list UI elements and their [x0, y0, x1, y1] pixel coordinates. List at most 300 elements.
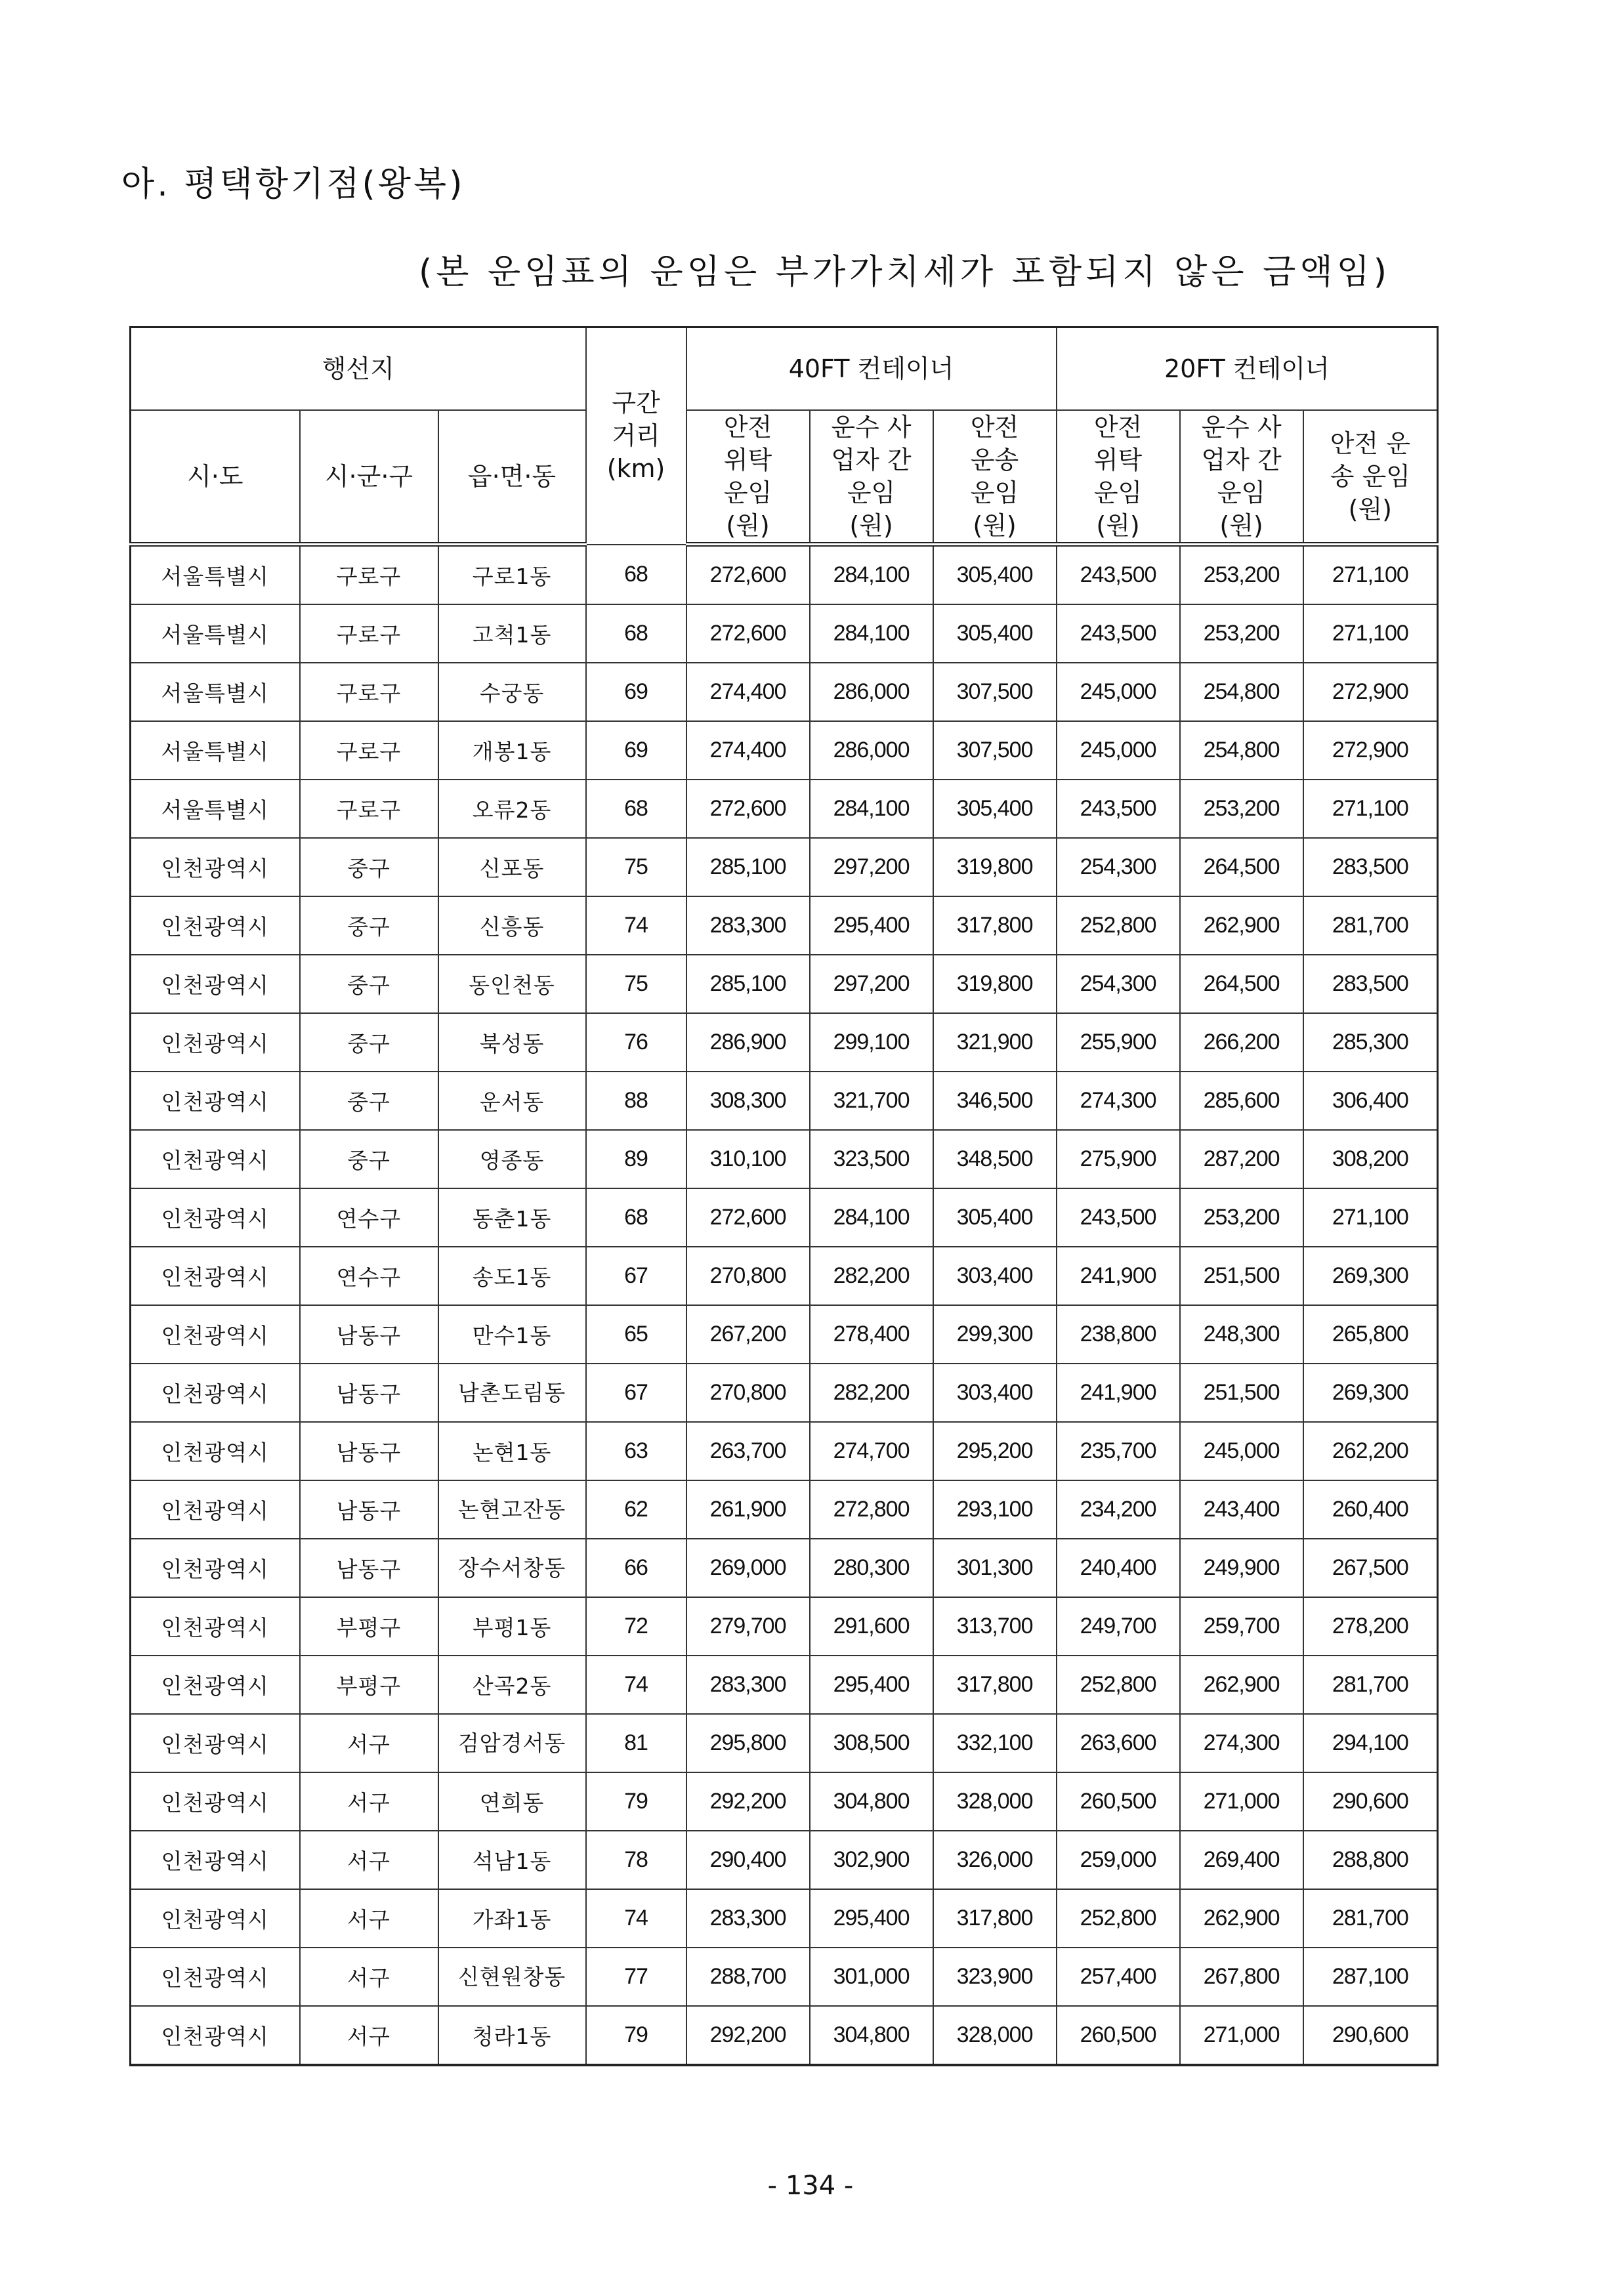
cell-distance-km: 67: [586, 1364, 686, 1422]
cell-20ft-safety-consign: 249,700: [1057, 1597, 1180, 1656]
cell-province: 인천광역시: [131, 1889, 300, 1948]
cell-40ft-carrier-between: 284,100: [810, 780, 933, 838]
cell-40ft-safety-consign: 292,200: [686, 1772, 810, 1831]
cell-40ft-safety-consign: 279,700: [686, 1597, 810, 1656]
cell-province: 인천광역시: [131, 955, 300, 1013]
cell-20ft-safety-consign: 240,400: [1057, 1539, 1180, 1597]
cell-20ft-safety-consign: 254,300: [1057, 955, 1180, 1013]
cell-province: 인천광역시: [131, 1305, 300, 1364]
table-row: [131, 1948, 1438, 2006]
cell-distance-km: 76: [586, 1013, 686, 1072]
cell-40ft-carrier-between: 304,800: [810, 2006, 933, 2065]
cell-province: 인천광역시: [131, 2006, 300, 2065]
cell-40ft-carrier-between: 284,100: [810, 604, 933, 663]
header-destination-group: 행선지: [131, 327, 586, 411]
table-row: [131, 604, 1438, 663]
cell-20ft-carrier-between: 271,000: [1180, 1772, 1303, 1831]
cell-city-district: 서구: [300, 2006, 438, 2065]
cell-20ft-carrier-between: 243,400: [1180, 1480, 1303, 1539]
cell-20ft-carrier-between: 251,500: [1180, 1364, 1303, 1422]
cell-distance-km: 75: [586, 838, 686, 896]
cell-town: 신포동: [438, 838, 586, 896]
cell-town: 영종동: [438, 1130, 586, 1188]
cell-20ft-carrier-between: 267,800: [1180, 1948, 1303, 2006]
cell-40ft-safety-transport: 305,400: [933, 780, 1057, 838]
cell-40ft-safety-consign: 272,600: [686, 545, 810, 605]
cell-city-district: 연수구: [300, 1188, 438, 1247]
cell-20ft-carrier-between: 262,900: [1180, 1656, 1303, 1714]
cell-town: 석남1동: [438, 1831, 586, 1889]
cell-province: 인천광역시: [131, 1422, 300, 1480]
cell-20ft-safety-consign: 241,900: [1057, 1247, 1180, 1305]
table-row: [131, 1831, 1438, 1889]
cell-20ft-safety-consign: 238,800: [1057, 1305, 1180, 1364]
cell-40ft-carrier-between: 282,200: [810, 1247, 933, 1305]
cell-40ft-carrier-between: 295,400: [810, 896, 933, 955]
cell-40ft-safety-transport: 348,500: [933, 1130, 1057, 1188]
cell-20ft-carrier-between: 264,500: [1180, 955, 1303, 1013]
cell-40ft-carrier-between: 282,200: [810, 1364, 933, 1422]
table-row: [131, 955, 1438, 1013]
cell-20ft-safety-transport: 281,700: [1303, 1656, 1438, 1714]
cell-20ft-safety-transport: 306,400: [1303, 1072, 1438, 1130]
cell-40ft-safety-consign: 269,000: [686, 1539, 810, 1597]
cell-40ft-safety-transport: 326,000: [933, 1831, 1057, 1889]
cell-40ft-safety-transport: 305,400: [933, 1188, 1057, 1247]
cell-province: 인천광역시: [131, 1597, 300, 1656]
cell-40ft-safety-transport: 328,000: [933, 1772, 1057, 1831]
cell-distance-km: 69: [586, 721, 686, 780]
cell-city-district: 서구: [300, 1714, 438, 1772]
cell-province: 인천광역시: [131, 1948, 300, 2006]
cell-province: 서울특별시: [131, 663, 300, 721]
cell-20ft-carrier-between: 266,200: [1180, 1013, 1303, 1072]
cell-40ft-safety-transport: 328,000: [933, 2006, 1057, 2065]
cell-town: 가좌1동: [438, 1889, 586, 1948]
cell-20ft-carrier-between: 253,200: [1180, 780, 1303, 838]
cell-40ft-carrier-between: 302,900: [810, 1831, 933, 1889]
cell-20ft-safety-transport: 271,100: [1303, 1188, 1438, 1247]
cell-40ft-safety-transport: 317,800: [933, 1656, 1057, 1714]
cell-20ft-safety-transport: 271,100: [1303, 545, 1438, 605]
cell-40ft-safety-transport: 305,400: [933, 545, 1057, 605]
cell-40ft-carrier-between: 295,400: [810, 1656, 933, 1714]
cell-city-district: 남동구: [300, 1480, 438, 1539]
cell-40ft-safety-consign: 270,800: [686, 1364, 810, 1422]
cell-40ft-safety-transport: 319,800: [933, 838, 1057, 896]
cell-city-district: 서구: [300, 1889, 438, 1948]
cell-city-district: 연수구: [300, 1247, 438, 1305]
cell-20ft-carrier-between: 264,500: [1180, 838, 1303, 896]
cell-20ft-carrier-between: 254,800: [1180, 721, 1303, 780]
cell-province: 인천광역시: [131, 1772, 300, 1831]
cell-40ft-safety-transport: 303,400: [933, 1364, 1057, 1422]
cell-distance-km: 77: [586, 1948, 686, 2006]
cell-town: 송도1동: [438, 1247, 586, 1305]
cell-20ft-safety-transport: 269,300: [1303, 1364, 1438, 1422]
cell-40ft-carrier-between: 304,800: [810, 1772, 933, 1831]
cell-distance-km: 68: [586, 780, 686, 838]
cell-distance-km: 74: [586, 896, 686, 955]
cell-town: 동춘1동: [438, 1188, 586, 1247]
cell-city-district: 구로구: [300, 721, 438, 780]
table-row: [131, 1247, 1438, 1305]
cell-town: 신흥동: [438, 896, 586, 955]
cell-40ft-carrier-between: 284,100: [810, 1188, 933, 1247]
cell-40ft-safety-transport: 299,300: [933, 1305, 1057, 1364]
cell-city-district: 서구: [300, 1948, 438, 2006]
cell-20ft-safety-transport: 287,100: [1303, 1948, 1438, 2006]
cell-city-district: 중구: [300, 1013, 438, 1072]
cell-40ft-safety-consign: 283,300: [686, 1889, 810, 1948]
cell-city-district: 남동구: [300, 1539, 438, 1597]
cell-city-district: 중구: [300, 838, 438, 896]
cell-40ft-safety-consign: 263,700: [686, 1422, 810, 1480]
cell-20ft-safety-transport: 272,900: [1303, 721, 1438, 780]
page-number: - 134 -: [767, 2171, 854, 2201]
table-body: [131, 545, 1438, 2066]
cell-20ft-safety-transport: 285,300: [1303, 1013, 1438, 1072]
cell-distance-km: 68: [586, 1188, 686, 1247]
cell-20ft-carrier-between: 245,000: [1180, 1422, 1303, 1480]
cell-town: 북성동: [438, 1013, 586, 1072]
cell-20ft-safety-consign: 245,000: [1057, 721, 1180, 780]
table-row: [131, 2006, 1438, 2065]
cell-20ft-safety-consign: 255,900: [1057, 1013, 1180, 1072]
cell-40ft-safety-consign: 283,300: [686, 1656, 810, 1714]
cell-20ft-carrier-between: 262,900: [1180, 896, 1303, 955]
cell-20ft-safety-transport: 283,500: [1303, 838, 1438, 896]
cell-city-district: 서구: [300, 1772, 438, 1831]
cell-40ft-carrier-between: 272,800: [810, 1480, 933, 1539]
header-distance: 구간 거리 (km): [586, 327, 686, 545]
table-row: [131, 1364, 1438, 1422]
cell-40ft-carrier-between: 274,700: [810, 1422, 933, 1480]
cell-20ft-safety-transport: 272,900: [1303, 663, 1438, 721]
header-city-district: 시·군·구: [300, 410, 438, 545]
cell-20ft-safety-consign: 260,500: [1057, 2006, 1180, 2065]
cell-20ft-safety-transport: 308,200: [1303, 1130, 1438, 1188]
cell-province: 인천광역시: [131, 1480, 300, 1539]
cell-40ft-safety-transport: 301,300: [933, 1539, 1057, 1597]
cell-40ft-safety-transport: 317,800: [933, 896, 1057, 955]
table-row: [131, 1305, 1438, 1364]
cell-city-district: 남동구: [300, 1422, 438, 1480]
header-20ft-carrier-between: 운수 사업자 간 운임 (원): [1180, 410, 1303, 545]
cell-20ft-safety-consign: 234,200: [1057, 1480, 1180, 1539]
cell-town: 신현원창동: [438, 1948, 586, 2006]
cell-20ft-carrier-between: 251,500: [1180, 1247, 1303, 1305]
cell-town: 만수1동: [438, 1305, 586, 1364]
table-header: [131, 327, 1438, 545]
cell-city-district: 구로구: [300, 663, 438, 721]
cell-distance-km: 65: [586, 1305, 686, 1364]
cell-40ft-safety-consign: 288,700: [686, 1948, 810, 2006]
cell-40ft-safety-transport: 305,400: [933, 604, 1057, 663]
cell-distance-km: 72: [586, 1597, 686, 1656]
table-row: [131, 896, 1438, 955]
table-row: [131, 1656, 1438, 1714]
cell-20ft-carrier-between: 253,200: [1180, 545, 1303, 605]
cell-town: 부평1동: [438, 1597, 586, 1656]
cell-40ft-safety-consign: 292,200: [686, 2006, 810, 2065]
cell-province: 인천광역시: [131, 1130, 300, 1188]
cell-20ft-safety-consign: 252,800: [1057, 1889, 1180, 1948]
cell-20ft-carrier-between: 259,700: [1180, 1597, 1303, 1656]
cell-40ft-safety-transport: 307,500: [933, 721, 1057, 780]
table-row: [131, 780, 1438, 838]
cell-province: 서울특별시: [131, 780, 300, 838]
cell-province: 인천광역시: [131, 1188, 300, 1247]
cell-town: 오류2동: [438, 780, 586, 838]
table-row: [131, 1714, 1438, 1772]
table-row: [131, 838, 1438, 896]
cell-distance-km: 81: [586, 1714, 686, 1772]
header-20ft-container: 20FT 컨테이너: [1057, 327, 1438, 411]
header-40ft-safety-consign: 안전 위탁 운임 (원): [686, 410, 810, 545]
cell-town: 남촌도림동: [438, 1364, 586, 1422]
cell-40ft-safety-consign: 286,900: [686, 1013, 810, 1072]
cell-20ft-safety-consign: 241,900: [1057, 1364, 1180, 1422]
cell-20ft-safety-transport: 283,500: [1303, 955, 1438, 1013]
cell-province: 인천광역시: [131, 1831, 300, 1889]
cell-province: 서울특별시: [131, 604, 300, 663]
table-row: [131, 1188, 1438, 1247]
cell-province: 인천광역시: [131, 1247, 300, 1305]
cell-40ft-carrier-between: 278,400: [810, 1305, 933, 1364]
cell-40ft-safety-consign: 272,600: [686, 1188, 810, 1247]
cell-province: 인천광역시: [131, 1539, 300, 1597]
cell-40ft-carrier-between: 297,200: [810, 838, 933, 896]
cell-20ft-safety-consign: 259,000: [1057, 1831, 1180, 1889]
cell-distance-km: 74: [586, 1889, 686, 1948]
cell-40ft-safety-transport: 319,800: [933, 955, 1057, 1013]
cell-20ft-safety-consign: 235,700: [1057, 1422, 1180, 1480]
cell-40ft-safety-consign: 290,400: [686, 1831, 810, 1889]
cell-20ft-safety-consign: 254,300: [1057, 838, 1180, 896]
cell-40ft-safety-consign: 274,400: [686, 721, 810, 780]
cell-40ft-safety-transport: 293,100: [933, 1480, 1057, 1539]
cell-40ft-safety-consign: 272,600: [686, 780, 810, 838]
cell-town: 산곡2동: [438, 1656, 586, 1714]
cell-40ft-carrier-between: 308,500: [810, 1714, 933, 1772]
cell-40ft-safety-consign: 274,400: [686, 663, 810, 721]
cell-province: 서울특별시: [131, 721, 300, 780]
header-40ft-container: 40FT 컨테이너: [686, 327, 1057, 411]
cell-distance-km: 89: [586, 1130, 686, 1188]
cell-20ft-safety-transport: 281,700: [1303, 1889, 1438, 1948]
cell-province: 서울특별시: [131, 545, 300, 605]
cell-city-district: 구로구: [300, 604, 438, 663]
cell-20ft-safety-consign: 252,800: [1057, 896, 1180, 955]
cell-city-district: 남동구: [300, 1305, 438, 1364]
cell-distance-km: 69: [586, 663, 686, 721]
cell-20ft-carrier-between: 254,800: [1180, 663, 1303, 721]
cell-city-district: 중구: [300, 896, 438, 955]
cell-20ft-carrier-between: 253,200: [1180, 1188, 1303, 1247]
table-row: [131, 1013, 1438, 1072]
cell-40ft-safety-consign: 261,900: [686, 1480, 810, 1539]
cell-20ft-safety-consign: 243,500: [1057, 780, 1180, 838]
cell-40ft-safety-consign: 270,800: [686, 1247, 810, 1305]
cell-city-district: 부평구: [300, 1597, 438, 1656]
cell-20ft-carrier-between: 271,000: [1180, 2006, 1303, 2065]
cell-20ft-safety-transport: 260,400: [1303, 1480, 1438, 1539]
cell-40ft-carrier-between: 299,100: [810, 1013, 933, 1072]
cell-town: 논현1동: [438, 1422, 586, 1480]
header-town: 읍·면·동: [438, 410, 586, 545]
header-row-bottom: [131, 410, 1438, 545]
cell-20ft-safety-transport: 294,100: [1303, 1714, 1438, 1772]
cell-20ft-carrier-between: 269,400: [1180, 1831, 1303, 1889]
table-row: [131, 545, 1438, 605]
cell-town: 연희동: [438, 1772, 586, 1831]
cell-distance-km: 88: [586, 1072, 686, 1130]
cell-town: 검암경서동: [438, 1714, 586, 1772]
cell-40ft-safety-consign: 283,300: [686, 896, 810, 955]
cell-20ft-carrier-between: 285,600: [1180, 1072, 1303, 1130]
cell-town: 동인천동: [438, 955, 586, 1013]
cell-40ft-carrier-between: 286,000: [810, 721, 933, 780]
cell-20ft-safety-transport: 290,600: [1303, 1772, 1438, 1831]
cell-province: 인천광역시: [131, 838, 300, 896]
cell-20ft-carrier-between: 249,900: [1180, 1539, 1303, 1597]
cell-20ft-safety-transport: 271,100: [1303, 780, 1438, 838]
cell-20ft-safety-consign: 257,400: [1057, 1948, 1180, 2006]
cell-distance-km: 66: [586, 1539, 686, 1597]
cell-40ft-carrier-between: 301,000: [810, 1948, 933, 2006]
cell-town: 청라1동: [438, 2006, 586, 2065]
cell-40ft-safety-consign: 267,200: [686, 1305, 810, 1364]
cell-40ft-safety-consign: 272,600: [686, 604, 810, 663]
cell-province: 인천광역시: [131, 1714, 300, 1772]
cell-distance-km: 68: [586, 604, 686, 663]
cell-town: 구로1동: [438, 545, 586, 605]
cell-20ft-safety-transport: 290,600: [1303, 2006, 1438, 2065]
table-row: [131, 1422, 1438, 1480]
cell-20ft-safety-consign: 243,500: [1057, 545, 1180, 605]
cell-40ft-safety-consign: 308,300: [686, 1072, 810, 1130]
cell-province: 인천광역시: [131, 896, 300, 955]
cell-40ft-safety-transport: 313,700: [933, 1597, 1057, 1656]
cell-town: 개봉1동: [438, 721, 586, 780]
cell-town: 운서동: [438, 1072, 586, 1130]
cell-town: 논현고잔동: [438, 1480, 586, 1539]
cell-city-district: 구로구: [300, 545, 438, 605]
cell-20ft-carrier-between: 248,300: [1180, 1305, 1303, 1364]
cell-distance-km: 74: [586, 1656, 686, 1714]
cell-20ft-carrier-between: 287,200: [1180, 1130, 1303, 1188]
header-20ft-safety-consign: 안전 위탁 운임 (원): [1057, 410, 1180, 545]
table-row: [131, 1130, 1438, 1188]
header-row-top: [131, 327, 1438, 411]
cell-20ft-carrier-between: 253,200: [1180, 604, 1303, 663]
cell-20ft-carrier-between: 262,900: [1180, 1889, 1303, 1948]
cell-20ft-safety-consign: 260,500: [1057, 1772, 1180, 1831]
cell-40ft-safety-transport: 295,200: [933, 1422, 1057, 1480]
cell-40ft-safety-transport: 332,100: [933, 1714, 1057, 1772]
cell-20ft-safety-consign: 245,000: [1057, 663, 1180, 721]
cell-40ft-safety-transport: 307,500: [933, 663, 1057, 721]
cell-40ft-carrier-between: 297,200: [810, 955, 933, 1013]
cell-city-district: 중구: [300, 1130, 438, 1188]
cell-20ft-safety-consign: 263,600: [1057, 1714, 1180, 1772]
cell-town: 수궁동: [438, 663, 586, 721]
cell-20ft-safety-transport: 262,200: [1303, 1422, 1438, 1480]
cell-20ft-safety-transport: 267,500: [1303, 1539, 1438, 1597]
cell-20ft-safety-consign: 275,900: [1057, 1130, 1180, 1188]
table-row: [131, 663, 1438, 721]
cell-40ft-carrier-between: 286,000: [810, 663, 933, 721]
cell-city-district: 서구: [300, 1831, 438, 1889]
cell-40ft-safety-consign: 285,100: [686, 838, 810, 896]
cell-40ft-safety-consign: 285,100: [686, 955, 810, 1013]
table-row: [131, 1889, 1438, 1948]
cell-20ft-safety-transport: 269,300: [1303, 1247, 1438, 1305]
section-title: 아. 평택항기점(왕복): [121, 165, 465, 204]
cell-distance-km: 78: [586, 1831, 686, 1889]
table-row: [131, 721, 1438, 780]
cell-city-district: 중구: [300, 1072, 438, 1130]
cell-40ft-safety-consign: 310,100: [686, 1130, 810, 1188]
table-row: [131, 1539, 1438, 1597]
cell-20ft-safety-transport: 271,100: [1303, 604, 1438, 663]
cell-40ft-safety-transport: 321,900: [933, 1013, 1057, 1072]
cell-40ft-safety-transport: 323,900: [933, 1948, 1057, 2006]
cell-town: 고척1동: [438, 604, 586, 663]
cell-40ft-safety-consign: 295,800: [686, 1714, 810, 1772]
vat-note: (본 운임표의 운임은 부가가치세가 포함되지 않은 금액임): [419, 253, 1391, 292]
cell-20ft-safety-consign: 243,500: [1057, 1188, 1180, 1247]
cell-20ft-safety-transport: 281,700: [1303, 896, 1438, 955]
cell-40ft-carrier-between: 291,600: [810, 1597, 933, 1656]
cell-40ft-carrier-between: 284,100: [810, 545, 933, 605]
header-province: 시·도: [131, 410, 300, 545]
freight-rate-table: [129, 326, 1439, 2066]
cell-20ft-safety-transport: 278,200: [1303, 1597, 1438, 1656]
cell-distance-km: 62: [586, 1480, 686, 1539]
cell-20ft-safety-consign: 252,800: [1057, 1656, 1180, 1714]
table-row: [131, 1072, 1438, 1130]
cell-40ft-carrier-between: 280,300: [810, 1539, 933, 1597]
cell-40ft-carrier-between: 323,500: [810, 1130, 933, 1188]
table-row: [131, 1480, 1438, 1539]
cell-province: 인천광역시: [131, 1656, 300, 1714]
cell-city-district: 남동구: [300, 1364, 438, 1422]
table-row: [131, 1597, 1438, 1656]
cell-40ft-safety-transport: 303,400: [933, 1247, 1057, 1305]
cell-40ft-safety-transport: 317,800: [933, 1889, 1057, 1948]
cell-20ft-safety-consign: 274,300: [1057, 1072, 1180, 1130]
table-row: [131, 1772, 1438, 1831]
cell-distance-km: 68: [586, 545, 686, 605]
cell-distance-km: 67: [586, 1247, 686, 1305]
cell-town: 장수서창동: [438, 1539, 586, 1597]
cell-distance-km: 79: [586, 1772, 686, 1831]
cell-distance-km: 79: [586, 2006, 686, 2065]
cell-distance-km: 75: [586, 955, 686, 1013]
cell-40ft-carrier-between: 295,400: [810, 1889, 933, 1948]
cell-city-district: 중구: [300, 955, 438, 1013]
cell-province: 인천광역시: [131, 1072, 300, 1130]
cell-20ft-carrier-between: 274,300: [1180, 1714, 1303, 1772]
header-40ft-carrier-between: 운수 사업자 간 운임 (원): [810, 410, 933, 545]
cell-province: 인천광역시: [131, 1364, 300, 1422]
cell-province: 인천광역시: [131, 1013, 300, 1072]
cell-20ft-safety-transport: 265,800: [1303, 1305, 1438, 1364]
cell-20ft-safety-consign: 243,500: [1057, 604, 1180, 663]
cell-20ft-safety-transport: 288,800: [1303, 1831, 1438, 1889]
